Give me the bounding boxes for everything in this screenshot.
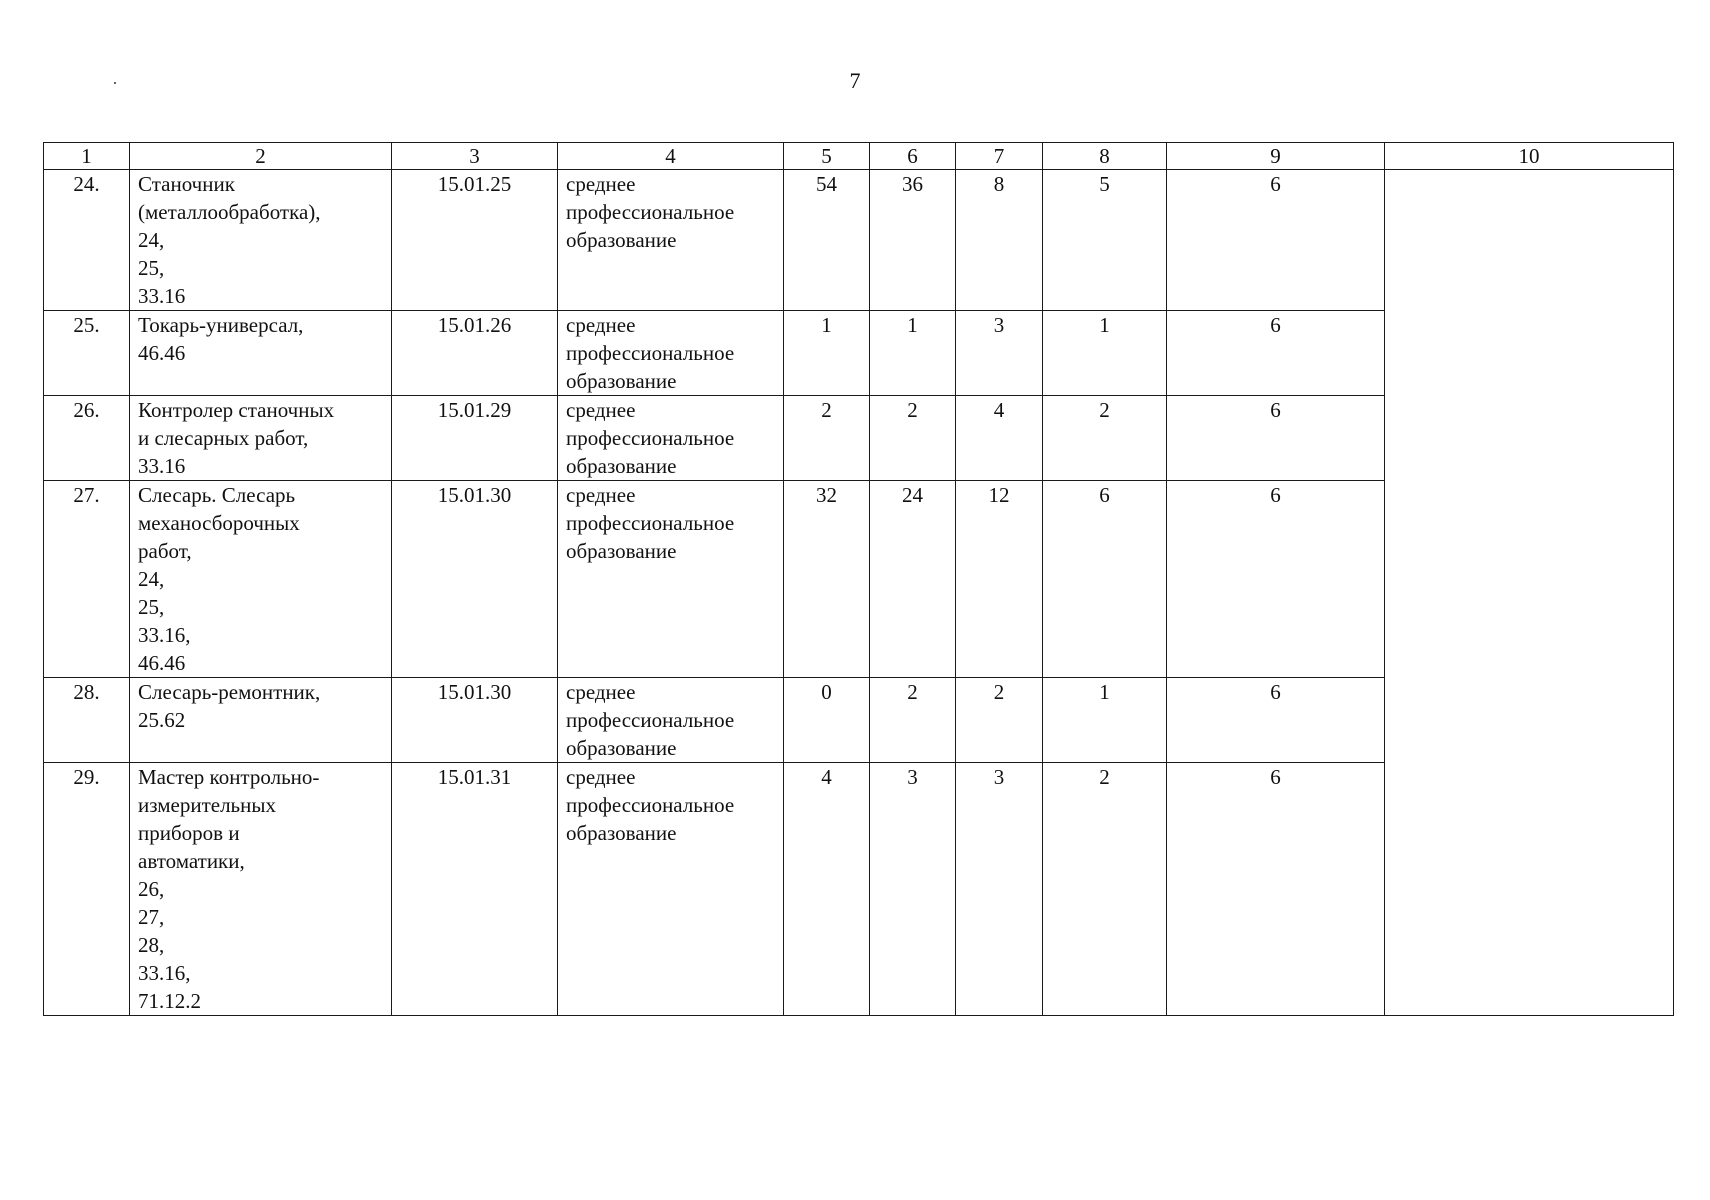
profession-name-line: 25, [138,595,165,619]
row-number-cell: 26. [44,396,130,481]
value-cell-col-7: 8 [956,170,1043,311]
profession-name-line: 46.46 [138,341,186,365]
profession-name-cell [130,763,392,1016]
education-level-line: профессиональное [566,511,735,535]
value-cell-col-9: 6 [1167,678,1385,763]
education-level-line: среднее [566,172,636,196]
column-10-merged-cell [1385,170,1674,1016]
education-level-line: образование [566,539,677,563]
value-cell-col-7: 3 [956,311,1043,396]
value-cell-col-8: 5 [1043,170,1167,311]
profession-code-cell: 15.01.29 [392,396,558,481]
table-row [44,170,1674,311]
value-cell-col-5: 54 [784,170,870,311]
profession-code-cell: 15.01.30 [392,481,558,678]
value-cell-col-6: 24 [870,481,956,678]
profession-name-cell [130,170,392,311]
value-cell-col-8: 2 [1043,396,1167,481]
header-cell-5: 5 [784,143,870,170]
profession-code-cell: 15.01.25 [392,170,558,311]
education-level-cell [558,311,784,396]
row-number-cell: 25. [44,311,130,396]
value-cell-col-9: 6 [1167,311,1385,396]
value-cell-col-8: 6 [1043,481,1167,678]
profession-name-line: Слесарь. Слесарь [138,483,296,507]
header-cell-10: 10 [1385,143,1674,170]
education-level-line: среднее [566,313,636,337]
header-row [44,143,1674,170]
education-level-line: среднее [566,398,636,422]
profession-name-line: 27, [138,905,165,929]
profession-name-cell [130,396,392,481]
value-cell-col-7: 2 [956,678,1043,763]
value-cell-col-6: 2 [870,678,956,763]
header-cell-7: 7 [956,143,1043,170]
education-level-line: образование [566,821,677,845]
value-cell-col-8: 1 [1043,311,1167,396]
profession-name-line: 33.16, [138,961,191,985]
profession-code-cell: 15.01.31 [392,763,558,1016]
profession-name-line: 33.16 [138,454,186,478]
profession-name-line: измерительных [138,793,276,817]
profession-name-line: приборов и [138,821,240,845]
header-cell-1: 1 [44,143,130,170]
profession-name-line: 26, [138,877,165,901]
value-cell-col-5: 0 [784,678,870,763]
education-level-cell [558,763,784,1016]
education-level-cell [558,396,784,481]
value-cell-col-9: 6 [1167,170,1385,311]
header-cell-2: 2 [130,143,392,170]
value-cell-col-7: 12 [956,481,1043,678]
education-level-line: профессиональное [566,200,735,224]
row-number-cell: 29. [44,763,130,1016]
profession-name-line: Слесарь-ремонтник, [138,680,321,704]
value-cell-col-9: 6 [1167,763,1385,1016]
education-level-cell [558,678,784,763]
row-number-cell: 28. [44,678,130,763]
profession-name-line: Станочник [138,172,235,196]
education-level-line: образование [566,228,677,252]
profession-name-line: 46.46 [138,651,186,675]
header-cell-4: 4 [558,143,784,170]
table-body [44,170,1674,1016]
scan-speck [114,82,116,84]
education-level-line: профессиональное [566,793,735,817]
education-level-cell [558,170,784,311]
profession-name-line: работ, [138,539,192,563]
education-level-cell [558,481,784,678]
value-cell-col-6: 2 [870,396,956,481]
value-cell-col-8: 2 [1043,763,1167,1016]
education-level-line: профессиональное [566,708,735,732]
profession-name-line: Токарь-универсал, [138,313,304,337]
profession-name-line: 71.12.2 [138,989,201,1013]
header-cell-8: 8 [1043,143,1167,170]
row-number-cell: 27. [44,481,130,678]
profession-code-cell: 15.01.30 [392,678,558,763]
header-cell-3: 3 [392,143,558,170]
profession-name-line: 28, [138,933,165,957]
page-number: 7 [849,68,861,93]
value-cell-col-6: 36 [870,170,956,311]
profession-name-line: 24, [138,567,165,591]
profession-name-cell [130,481,392,678]
value-cell-col-7: 4 [956,396,1043,481]
value-cell-col-5: 32 [784,481,870,678]
header-cell-9: 9 [1167,143,1385,170]
education-level-line: образование [566,736,677,760]
value-cell-col-7: 3 [956,763,1043,1016]
profession-name-cell [130,311,392,396]
profession-name-line: автоматики, [138,849,245,873]
header-cell-6: 6 [870,143,956,170]
education-level-line: профессиональное [566,341,735,365]
value-cell-col-9: 6 [1167,481,1385,678]
profession-name-line: 25, [138,256,165,280]
value-cell-col-6: 3 [870,763,956,1016]
education-level-line: профессиональное [566,426,735,450]
profession-name-line: 24, [138,228,165,252]
profession-code-cell: 15.01.26 [392,311,558,396]
education-level-line: образование [566,369,677,393]
row-number-cell: 24. [44,170,130,311]
education-level-line: среднее [566,680,636,704]
profession-name-line: 33.16, [138,623,191,647]
value-cell-col-5: 4 [784,763,870,1016]
profession-name-line: (металлообработка), [138,200,321,224]
profession-name-line: Контролер станочных [138,398,335,422]
profession-name-line: и слесарных работ, [138,426,309,450]
education-level-line: среднее [566,483,636,507]
value-cell-col-5: 1 [784,311,870,396]
profession-name-line: 33.16 [138,284,186,308]
education-level-line: образование [566,454,677,478]
profession-name-cell [130,678,392,763]
value-cell-col-5: 2 [784,396,870,481]
value-cell-col-8: 1 [1043,678,1167,763]
education-level-line: среднее [566,765,636,789]
data-table [43,142,1674,1016]
value-cell-col-9: 6 [1167,396,1385,481]
profession-name-line: Мастер контрольно- [138,765,320,789]
value-cell-col-6: 1 [870,311,956,396]
profession-name-line: механосборочных [138,511,300,535]
profession-name-line: 25.62 [138,708,186,732]
